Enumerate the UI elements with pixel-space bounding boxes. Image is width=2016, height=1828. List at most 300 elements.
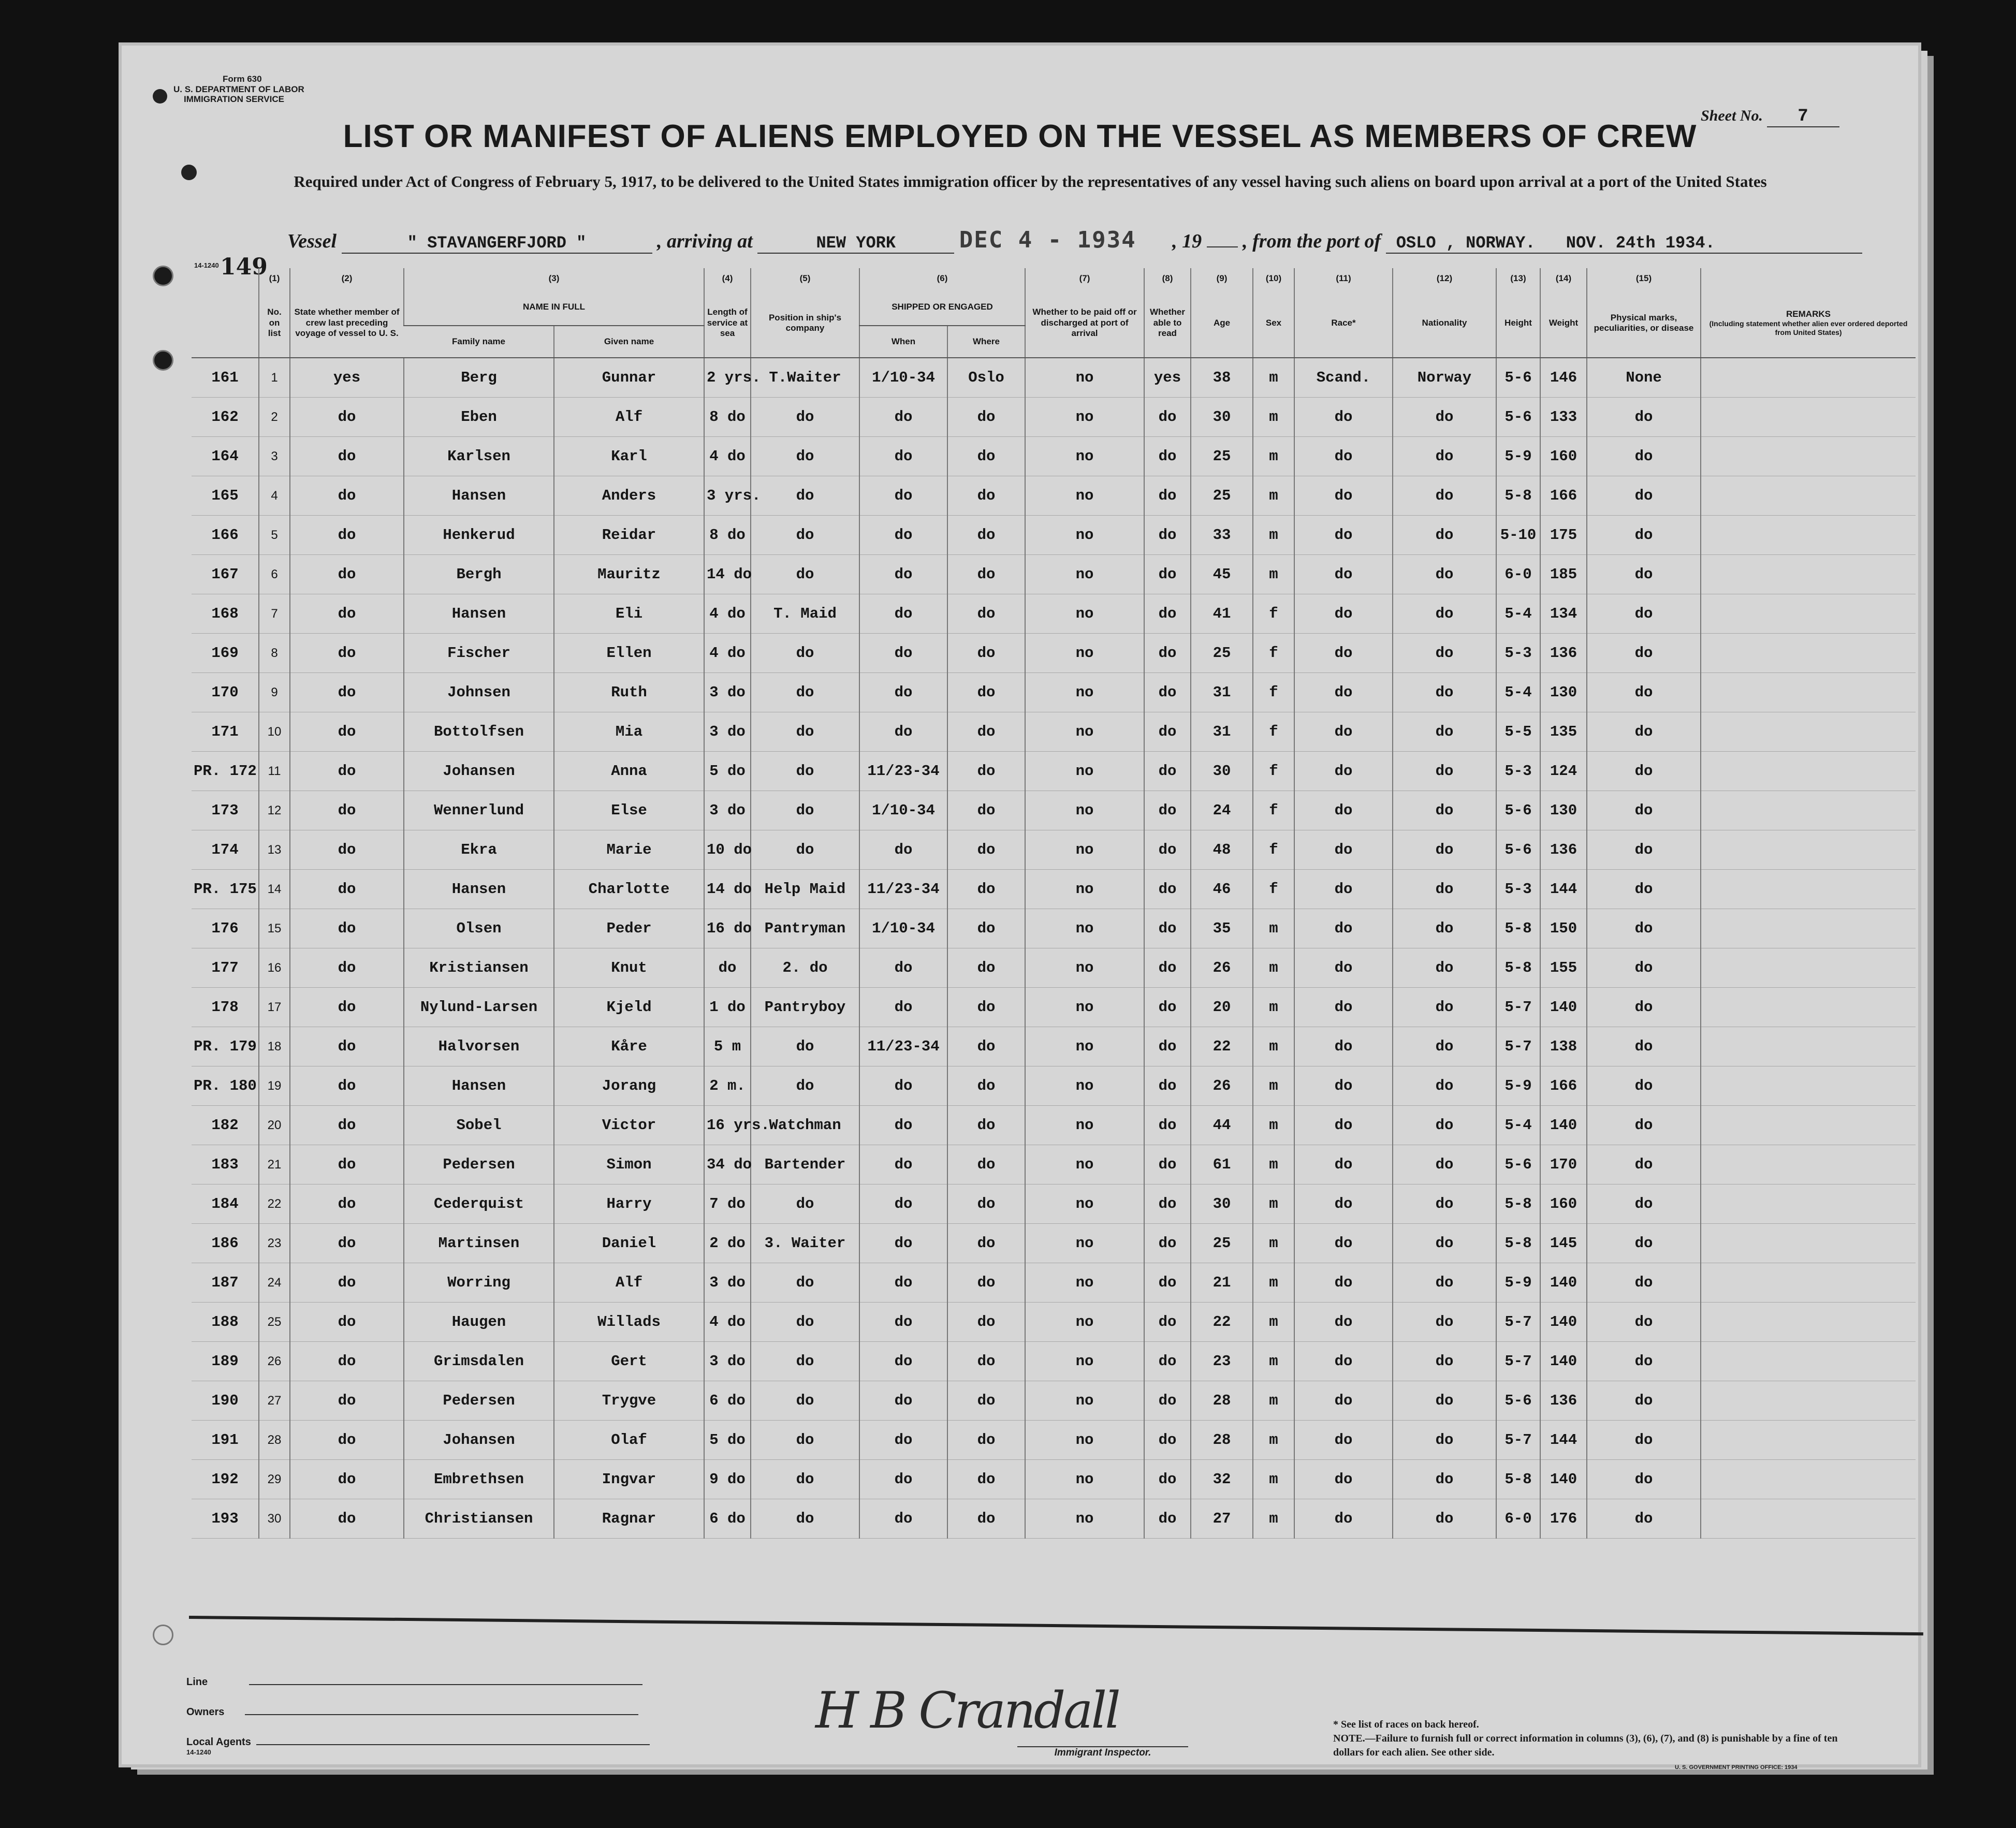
column-number: (5) (751, 268, 859, 289)
able-to-read-cell: do (1144, 752, 1191, 791)
able-to-read-cell: do (1144, 476, 1191, 516)
previous-voyage-cell: do (290, 673, 404, 712)
table-row (192, 1066, 1916, 1106)
remarks-cell (1701, 1263, 1916, 1303)
list-number-cell: 2 (259, 398, 290, 437)
paid-off-cell: no (1025, 398, 1144, 437)
length-of-service-cell: 16 do (704, 909, 751, 948)
race-cell: do (1294, 516, 1393, 555)
paid-off-cell: no (1025, 673, 1144, 712)
age-cell: 26 (1191, 948, 1253, 988)
able-to-read-cell: do (1144, 516, 1191, 555)
table-row (192, 1145, 1916, 1184)
race-cell: do (1294, 712, 1393, 752)
remarks-cell (1701, 398, 1916, 437)
position-cell: do (751, 712, 859, 752)
previous-voyage-cell: do (290, 1224, 404, 1263)
height-cell: 5-4 (1496, 1106, 1540, 1145)
position-cell: do (751, 1499, 859, 1539)
shipped-when-cell: do (859, 1145, 947, 1184)
race-cell: do (1294, 1106, 1393, 1145)
given-name-cell: Eli (554, 594, 704, 634)
height-cell: 5-8 (1496, 1460, 1540, 1499)
length-of-service-cell: 7 do (704, 1184, 751, 1224)
physical-marks-cell: do (1587, 1342, 1701, 1381)
length-of-service-cell: 2 do (704, 1224, 751, 1263)
length-of-service-cell: 5 m (704, 1027, 751, 1066)
length-of-service-cell: 3 do (704, 1342, 751, 1381)
physical-marks-cell: do (1587, 1263, 1701, 1303)
previous-voyage-cell: do (290, 1303, 404, 1342)
weight-cell: 140 (1540, 1106, 1587, 1145)
departure-port-date (1386, 233, 1862, 254)
physical-marks-cell: do (1587, 437, 1701, 476)
column-number: (14) (1540, 268, 1587, 289)
margin-number-cell: 173 (192, 791, 259, 830)
height-cell: 5-6 (1496, 1381, 1540, 1421)
remarks-cell (1701, 437, 1916, 476)
shipped-where-cell: do (947, 398, 1025, 437)
form-header (173, 74, 304, 105)
vessel-name: " STAVANGERFJORD " (342, 233, 652, 254)
shipped-when-cell: 1/10-34 (859, 909, 947, 948)
sex-cell: f (1253, 712, 1294, 752)
sex-cell: m (1253, 1381, 1294, 1421)
header-given-name: Given name (554, 326, 704, 358)
remarks-cell (1701, 988, 1916, 1027)
weight-cell: 144 (1540, 1421, 1587, 1460)
length-of-service-cell: 4 do (704, 1303, 751, 1342)
column-number: (6) (859, 268, 1025, 289)
physical-marks-cell: do (1587, 791, 1701, 830)
physical-marks-cell: do (1587, 1499, 1701, 1539)
shipped-where-cell: do (947, 437, 1025, 476)
header-nationality: Nationality (1393, 289, 1496, 358)
age-cell: 45 (1191, 555, 1253, 594)
shipped-when-cell: do (859, 712, 947, 752)
shipped-where-cell: do (947, 1460, 1025, 1499)
remarks-cell (1701, 1421, 1916, 1460)
given-name-cell: Reidar (554, 516, 704, 555)
physical-marks-cell: do (1587, 1027, 1701, 1066)
table-row (192, 1224, 1916, 1263)
age-cell: 28 (1191, 1421, 1253, 1460)
service-name: IMMIGRATION SERVICE (184, 94, 284, 105)
date-stamp: DEC 4 - 1934 (959, 227, 1136, 253)
column-number: (1) (259, 268, 290, 289)
sex-cell: m (1253, 516, 1294, 555)
height-cell: 5-7 (1496, 1421, 1540, 1460)
previous-voyage-cell: do (290, 1184, 404, 1224)
length-of-service-cell: 1 do (704, 988, 751, 1027)
nationality-cell: do (1393, 1106, 1496, 1145)
given-name-cell: Trygve (554, 1381, 704, 1421)
penalty-note: NOTE.—Failure to furnish full or correct information in columns (3), (6), (7), and (8) is punishable by a fine of ten dollars for each alien. See other side. (1333, 1733, 1838, 1758)
margin-number-cell: 193 (192, 1499, 259, 1539)
physical-marks-cell: do (1587, 634, 1701, 673)
physical-marks-cell: do (1587, 516, 1701, 555)
nationality-cell: do (1393, 909, 1496, 948)
age-cell: 46 (1191, 870, 1253, 909)
remarks-cell (1701, 358, 1916, 398)
previous-voyage-cell: do (290, 909, 404, 948)
nationality-cell: do (1393, 673, 1496, 712)
length-of-service-cell: 4 do (704, 634, 751, 673)
nationality-cell: do (1393, 1421, 1496, 1460)
margin-number-cell: 187 (192, 1263, 259, 1303)
form-title: LIST OR MANIFEST OF ALIENS EMPLOYED ON THE VESSEL AS MEMBERS OF CREW (343, 119, 1697, 154)
age-cell: 27 (1191, 1499, 1253, 1539)
weight-cell: 140 (1540, 1263, 1587, 1303)
list-number-cell: 14 (259, 870, 290, 909)
shipped-when-cell: do (859, 1421, 947, 1460)
family-name-cell: Embrethsen (404, 1460, 554, 1499)
remarks-subtitle: (Including statement whether alien ever ordered deported from United States) (1709, 319, 1908, 337)
shipped-where-cell: do (947, 870, 1025, 909)
shipped-where-cell: do (947, 1106, 1025, 1145)
race-cell: do (1294, 1184, 1393, 1224)
margin-number-cell: 182 (192, 1106, 259, 1145)
shipped-where-cell: do (947, 634, 1025, 673)
family-name-cell: Nylund-Larsen (404, 988, 554, 1027)
seal-icon (153, 89, 167, 104)
age-cell: 30 (1191, 398, 1253, 437)
height-cell: 6-0 (1496, 1499, 1540, 1539)
header-sex: Sex (1253, 289, 1294, 358)
margin-number-cell: 165 (192, 476, 259, 516)
shipped-where-cell: do (947, 1145, 1025, 1184)
table-row (192, 909, 1916, 948)
family-name-cell: Haugen (404, 1303, 554, 1342)
list-number-cell: 8 (259, 634, 290, 673)
length-of-service-cell: 8 do (704, 516, 751, 555)
column-number: (2) (290, 268, 404, 289)
paid-off-cell: no (1025, 988, 1144, 1027)
race-cell: do (1294, 1224, 1393, 1263)
remarks-cell (1701, 948, 1916, 988)
remarks-cell (1701, 1027, 1916, 1066)
table-row (192, 1303, 1916, 1342)
shipped-when-cell: do (859, 1106, 947, 1145)
remarks-cell (1701, 476, 1916, 516)
table-row (192, 358, 1916, 398)
able-to-read-cell: do (1144, 909, 1191, 948)
position-cell: T. Maid (751, 594, 859, 634)
list-number-cell: 26 (259, 1342, 290, 1381)
height-cell: 5-10 (1496, 516, 1540, 555)
given-name-cell: Karl (554, 437, 704, 476)
physical-marks-cell: do (1587, 1460, 1701, 1499)
paid-off-cell: no (1025, 358, 1144, 398)
margin-number-cell: 189 (192, 1342, 259, 1381)
nationality-cell: do (1393, 555, 1496, 594)
shipped-when-cell: 1/10-34 (859, 791, 947, 830)
age-cell: 30 (1191, 1184, 1253, 1224)
remarks-cell (1701, 673, 1916, 712)
able-to-read-cell: do (1144, 1263, 1191, 1303)
position-cell: do (751, 752, 859, 791)
margin-number-cell: 171 (192, 712, 259, 752)
table-row (192, 830, 1916, 870)
shipped-when-cell: do (859, 555, 947, 594)
header-paid-off: Whether to be paid off or discharged at port of arrival (1025, 289, 1144, 358)
weight-cell: 140 (1540, 1460, 1587, 1499)
length-of-service-cell: 6 do (704, 1381, 751, 1421)
list-number-cell: 19 (259, 1066, 290, 1106)
race-cell: do (1294, 437, 1393, 476)
table-row (192, 870, 1916, 909)
remarks-cell (1701, 712, 1916, 752)
column-number: (13) (1496, 268, 1540, 289)
sex-cell: m (1253, 1303, 1294, 1342)
family-name-cell: Halvorsen (404, 1027, 554, 1066)
paid-off-cell: no (1025, 1027, 1144, 1066)
age-cell: 24 (1191, 791, 1253, 830)
shipped-when-cell: do (859, 1460, 947, 1499)
race-cell: do (1294, 634, 1393, 673)
able-to-read-cell: do (1144, 1027, 1191, 1066)
column-number: (7) (1025, 268, 1144, 289)
paid-off-cell: no (1025, 1421, 1144, 1460)
shipped-where-cell: do (947, 791, 1025, 830)
previous-voyage-cell: do (290, 398, 404, 437)
punch-hole (153, 1625, 173, 1645)
weight-cell: 138 (1540, 1027, 1587, 1066)
printer-credit: U. S. GOVERNMENT PRINTING OFFICE: 1934 (1675, 1764, 1798, 1771)
shipped-where-cell: do (947, 1342, 1025, 1381)
weight-cell: 176 (1540, 1499, 1587, 1539)
column-number: (15) (1587, 268, 1701, 289)
height-cell: 5-3 (1496, 634, 1540, 673)
nationality-cell: do (1393, 830, 1496, 870)
position-cell: Pantryboy (751, 988, 859, 1027)
able-to-read-cell: do (1144, 1303, 1191, 1342)
margin-number-cell: 184 (192, 1184, 259, 1224)
physical-marks-cell: do (1587, 909, 1701, 948)
arrival-port: NEW YORK (757, 233, 954, 254)
able-to-read-cell: do (1144, 1381, 1191, 1421)
weight-cell: 140 (1540, 988, 1587, 1027)
sex-cell: m (1253, 1027, 1294, 1066)
remarks-cell (1701, 1145, 1916, 1184)
department-name: U. S. DEPARTMENT OF LABOR (173, 84, 304, 94)
weight-cell: 185 (1540, 555, 1587, 594)
height-cell: 5-6 (1496, 1145, 1540, 1184)
given-name-cell: Ruth (554, 673, 704, 712)
position-cell: Help Maid (751, 870, 859, 909)
margin-number-cell: 177 (192, 948, 259, 988)
remarks-cell (1701, 1224, 1916, 1263)
physical-marks-cell: do (1587, 476, 1701, 516)
age-cell: 26 (1191, 1066, 1253, 1106)
list-number-cell: 30 (259, 1499, 290, 1539)
sheet-label: Sheet No. (1701, 107, 1763, 124)
crew-rows (192, 358, 1916, 1539)
previous-voyage-cell: do (290, 1342, 404, 1381)
family-name-cell: Berg (404, 358, 554, 398)
sex-cell: f (1253, 673, 1294, 712)
column-number: (12) (1393, 268, 1496, 289)
list-number-cell: 16 (259, 948, 290, 988)
length-of-service-cell: 3 do (704, 673, 751, 712)
shipped-when-cell: do (859, 1499, 947, 1539)
previous-voyage-cell: do (290, 791, 404, 830)
age-cell: 25 (1191, 476, 1253, 516)
race-cell: do (1294, 594, 1393, 634)
able-to-read-cell: do (1144, 870, 1191, 909)
given-name-cell: Gunnar (554, 358, 704, 398)
closing-rule (189, 1616, 1923, 1635)
race-cell: do (1294, 1381, 1393, 1421)
given-name-cell: Olaf (554, 1421, 704, 1460)
age-cell: 28 (1191, 1381, 1253, 1421)
age-cell: 44 (1191, 1106, 1253, 1145)
physical-marks-cell: do (1587, 1421, 1701, 1460)
physical-marks-cell: do (1587, 1145, 1701, 1184)
position-cell: do (751, 398, 859, 437)
given-name-cell: Marie (554, 830, 704, 870)
race-cell: do (1294, 948, 1393, 988)
remarks-cell (1701, 1381, 1916, 1421)
age-cell: 25 (1191, 634, 1253, 673)
race-cell: do (1294, 1263, 1393, 1303)
weight-cell: 155 (1540, 948, 1587, 988)
shipped-when-cell: do (859, 830, 947, 870)
race-cell: do (1294, 1342, 1393, 1381)
previous-voyage-cell: do (290, 712, 404, 752)
age-cell: 38 (1191, 358, 1253, 398)
position-cell: Watchman (751, 1106, 859, 1145)
previous-voyage-cell: do (290, 516, 404, 555)
footer-notes (1333, 1718, 1846, 1760)
height-cell: 5-6 (1496, 830, 1540, 870)
paid-off-cell: no (1025, 594, 1144, 634)
nationality-cell: do (1393, 634, 1496, 673)
list-number-cell: 17 (259, 988, 290, 1027)
physical-marks-cell: do (1587, 870, 1701, 909)
shipped-when-cell: do (859, 1263, 947, 1303)
height-cell: 5-3 (1496, 870, 1540, 909)
height-cell: 5-4 (1496, 594, 1540, 634)
age-cell: 48 (1191, 830, 1253, 870)
header-position: Position in ship's company (751, 289, 859, 358)
remarks-cell (1701, 870, 1916, 909)
physical-marks-cell: do (1587, 594, 1701, 634)
physical-marks-cell: do (1587, 948, 1701, 988)
paid-off-cell: no (1025, 1303, 1144, 1342)
nationality-cell: do (1393, 948, 1496, 988)
position-cell: do (751, 1066, 859, 1106)
column-number-blank (1701, 268, 1916, 289)
given-name-cell: Harry (554, 1184, 704, 1224)
sex-cell: m (1253, 358, 1294, 398)
column-number: (3) (404, 268, 704, 289)
given-name-cell: Ingvar (554, 1460, 704, 1499)
page-number: 149 (220, 254, 268, 280)
length-of-service-cell: do (704, 948, 751, 988)
paid-off-cell: no (1025, 555, 1144, 594)
given-name-cell: Charlotte (554, 870, 704, 909)
weight-cell: 136 (1540, 1381, 1587, 1421)
shipped-where-cell: do (947, 673, 1025, 712)
inspector-label: Immigrant Inspector. (1017, 1746, 1188, 1759)
physical-marks-cell: do (1587, 1381, 1701, 1421)
physical-marks-cell: do (1587, 398, 1701, 437)
length-of-service-cell: 9 do (704, 1460, 751, 1499)
length-of-service-cell: 10 do (704, 830, 751, 870)
physical-marks-cell: do (1587, 1106, 1701, 1145)
length-of-service-cell: 3 yrs. (704, 476, 751, 516)
given-name-cell: Kåre (554, 1027, 704, 1066)
family-name-cell: Olsen (404, 909, 554, 948)
shipped-where-cell: do (947, 594, 1025, 634)
nationality-cell: do (1393, 752, 1496, 791)
able-to-read-cell: do (1144, 830, 1191, 870)
position-cell: do (751, 1184, 859, 1224)
physical-marks-cell: do (1587, 752, 1701, 791)
agents-label: Local Agents (186, 1736, 251, 1748)
able-to-read-cell: do (1144, 791, 1191, 830)
able-to-read-cell: do (1144, 1145, 1191, 1184)
shipped-where-cell: do (947, 1381, 1025, 1421)
race-cell: do (1294, 752, 1393, 791)
nationality-cell: do (1393, 791, 1496, 830)
margin-number-cell: 191 (192, 1421, 259, 1460)
shipped-where-cell: do (947, 1066, 1025, 1106)
sex-cell: m (1253, 1145, 1294, 1184)
column-number-row (192, 268, 1916, 289)
list-number-cell: 9 (259, 673, 290, 712)
shipped-where-cell: do (947, 830, 1025, 870)
height-cell: 5-6 (1496, 358, 1540, 398)
sex-cell: f (1253, 870, 1294, 909)
nationality-cell: do (1393, 1224, 1496, 1263)
family-name-cell: Eben (404, 398, 554, 437)
list-number-cell: 12 (259, 791, 290, 830)
previous-voyage-cell: do (290, 594, 404, 634)
paid-off-cell: no (1025, 870, 1144, 909)
shipped-when-cell: do (859, 1224, 947, 1263)
table-row (192, 791, 1916, 830)
shipped-where-cell: do (947, 1263, 1025, 1303)
header-no-on-list: No. on list (259, 289, 290, 358)
weight-cell: 133 (1540, 398, 1587, 437)
column-number: (4) (704, 268, 751, 289)
physical-marks-cell: do (1587, 988, 1701, 1027)
height-cell: 5-8 (1496, 909, 1540, 948)
able-to-read-cell: do (1144, 1184, 1191, 1224)
list-number-cell: 13 (259, 830, 290, 870)
able-to-read-cell: yes (1144, 358, 1191, 398)
race-cell: Scand. (1294, 358, 1393, 398)
table-row (192, 594, 1916, 634)
paid-off-cell: no (1025, 909, 1144, 948)
shipped-when-cell: do (859, 988, 947, 1027)
family-name-cell: Pedersen (404, 1145, 554, 1184)
list-number-cell: 1 (259, 358, 290, 398)
family-name-cell: Hansen (404, 594, 554, 634)
position-cell: do (751, 830, 859, 870)
margin-number-cell: PR. 175 (192, 870, 259, 909)
able-to-read-cell: do (1144, 1106, 1191, 1145)
margin-number-cell: 161 (192, 358, 259, 398)
position-cell: do (751, 791, 859, 830)
position-cell: do (751, 673, 859, 712)
shipped-when-cell: do (859, 398, 947, 437)
family-name-cell: Pedersen (404, 1381, 554, 1421)
table-row (192, 752, 1916, 791)
height-cell: 5-8 (1496, 948, 1540, 988)
